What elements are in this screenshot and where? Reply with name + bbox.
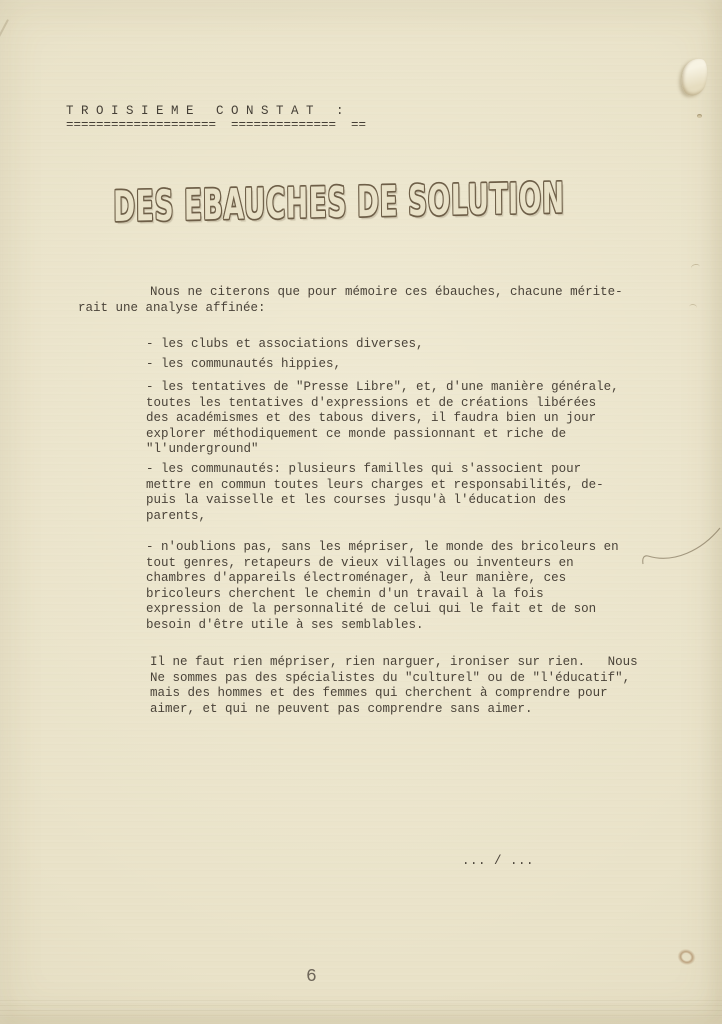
section-heading: T R O I S I E M E C O N S T A T : [66,104,344,118]
page-title: DES EBAUCHES DE SOLUTION [112,173,565,231]
continuation-marker: ... / ... [462,854,535,868]
list-item-clubs: - les clubs et associations diverses, [146,337,424,351]
paper-scratch [0,19,9,43]
paper-dent [689,303,698,311]
page-number: 6 [306,967,317,987]
paper-dent [690,263,700,272]
paper-hairline-scratch [640,514,722,576]
paper-tear [678,56,711,99]
paper-tear-speck [697,114,702,118]
paper-streaks [0,1000,722,1018]
closing-paragraph: Il ne faut rien mépriser, rien narguer, ironiser sur rien. Nous Ne sommes pas des spécialistes du "culturel" ou de "l'éducatif", mais des hommes et des femmes qui cherchent à comprendre pour aimer, et qui ne peuvent pas comprendre sans aimer. [150,655,638,716]
list-item-hippies: - les communautés hippies, [146,357,342,371]
paper-stain [672,944,700,971]
section-heading-underline: ==================== ============== == [66,118,367,132]
paragraph-intro: Nous ne citerons que pour mémoire ces ébauches, chacune mérite- rait une analyse affinée: [78,285,623,315]
list-item-communautes: - les communautés: plusieurs familles qui s'associent pour mettre en commun toutes leurs charges et responsabilités, de- puis la vaisselle et les courses jusqu'à l'éducation des parents, [146,462,604,523]
list-item-presse-libre: - les tentatives de "Presse Libre", et, d'une manière générale, toutes les tentatives d'expressions et de créations libérées des académismes et des tabous divers, il faudra bien un jour explorer méthodiquement ce monde passionnant et riche de "l'underground" [146,380,619,456]
list-item-bricoleurs: - n'oublions pas, sans les mépriser, le monde des bricoleurs en tout genres, retapeurs de vieux villages ou inventeurs en chambres d'appareils électroménager, à leur manière, ces bricoleurs cherchent le chemin d'un travail à la fois expression de la personnalité de celui qui le fait et de son besoin d'être utile à ses semblables. [146,540,619,632]
